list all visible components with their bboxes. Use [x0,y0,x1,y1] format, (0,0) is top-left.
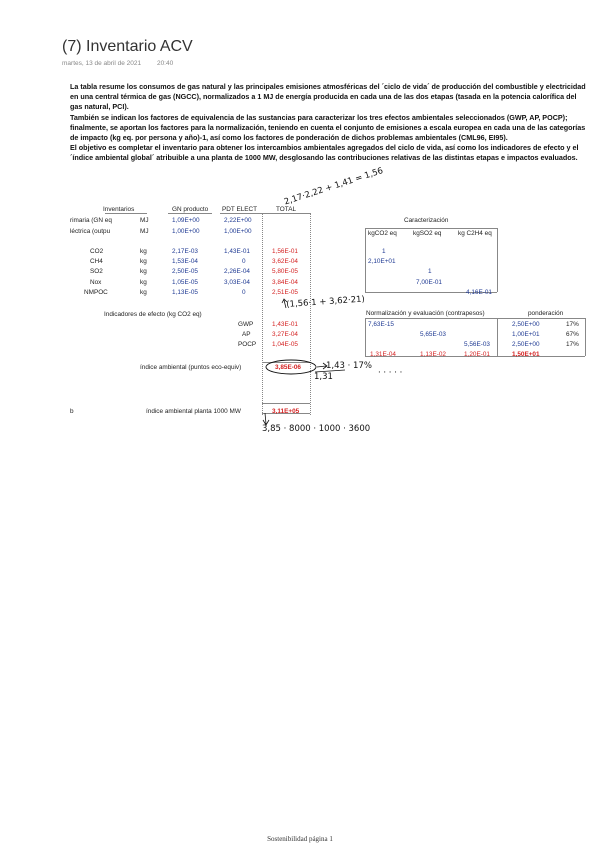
inventory-row-unit: MJ [140,217,149,224]
inventory-row-gn: 2,17E-03 [172,248,198,255]
inventory-row-elec: 2,26E-04 [224,268,250,275]
inventory-row-total: 3,84E-04 [272,279,298,286]
handwritten-sum-gwp: (1,56·1 + 3,62·21) [286,294,366,310]
weighting-title: ponderación [528,310,564,317]
normalization-value: 5,65E-03 [420,331,446,338]
inventory-row-name: CH4 [90,258,103,265]
page-title: (7) Inventario ACV [62,38,193,55]
inventory-row-total: 1,56E-01 [272,248,298,255]
weighting-factor: 2,50E+00 [512,341,540,348]
characterization-header-co2: kgCO2 eq [368,230,397,237]
weighting-factor: 1,00E+01 [512,331,540,338]
normalization-total: 1,31E-04 [370,351,396,358]
global-index-label: índice ambiental (puntos eco-equiv) [140,364,242,371]
inventory-row-elec: 3,03E-04 [224,279,250,286]
weighting-pct: 17% [566,321,579,328]
handwritten-calc-result: 1,31 [314,372,333,382]
handwritten-calc-plant: 3,85 · 8000 · 1000 · 3600 [262,424,371,434]
weighting-pct: 17% [566,341,579,348]
inventory-header-label: Inventarios [103,206,135,213]
characterization-title: Caracterización [404,217,449,224]
characterization-header-so2: kgSO2 eq [413,230,442,237]
handwritten-circle [266,360,316,374]
inventory-row-name: NMPOC [84,289,108,296]
effect-name-pocp: POCP [238,341,257,348]
intro-paragraph-3: El objetivo es completar el inventario para obtener los intercambios ambientales agregados del ciclo de vida, así como los indicadores de efecto y el ´índice ambiental global´ atribuible a una planta de 1000 MW, desglosando las contribuciones relativas de las distintas etapas e impactos evaluados. [70,143,579,163]
inventory-row-elec: 1,00E+00 [224,228,252,235]
effect-name-gwp: GWP [238,321,254,328]
characterization-value: 7,00E-01 [416,279,442,286]
characterization-value: 1 [428,268,432,275]
characterization-value: 1 [382,248,386,255]
inventory-row-gn: 1,09E+00 [172,217,200,224]
inventory-row-unit: kg [140,258,147,265]
intro-paragraph-2: También se indican los factores de equivalencia de las sustancias para caracterizar los tres efectos ambientales seleccionados (GWP, AP, POCP); finalmente, se aportan los factores para la normalización, teniendo en cuenta el conjunto de emisiones a escala europea en cada una de las categorías de impacto (kg eq. por persona y año)-1, así como los factores de ponderación de dichos problemas ambientales (CML96, EI95). [70,112,586,143]
normalization-value: 5,56E-03 [464,341,490,348]
handwritten-sum-co2: 2,17·2,22 + 1,41 = 1,56 [283,166,385,208]
effects-title: Indicadores de efecto (kg CO2 eq) [104,311,202,318]
plant-index-value: 3,11E+05 [272,408,300,415]
inventory-row-unit: kg [140,279,147,286]
inventory-row-gn: 1,13E-05 [172,289,198,296]
inventory-row-name: CO2 [90,248,104,255]
global-index-value: 3,85E-06 [275,364,301,371]
inventory-row-elec: 0 [242,258,246,265]
page-date: martes, 13 de abril de 2021 [62,60,142,67]
effect-value-pocp: 1,04E-05 [272,341,298,348]
weighting-factor: 2,50E+00 [512,321,540,328]
inventory-row-elec: 0 [242,289,246,296]
weighting-pct: 67% [566,331,579,338]
handwritten-arrow-down [263,413,269,425]
handwritten-arrow-right [317,363,327,369]
inventory-row-unit: kg [140,268,147,275]
handwritten-calc-percent: 1,43 · 17% [326,361,372,371]
intro-paragraph-1: La tabla resume los consumos de gas natural y las principales emisiones atmosféricas del ´ciclo de vida´ de producción del combustible y electricidad en una central térmica de gas (NGCC), normalizados a 1 MJ de energía producida en cada una de las dos etapas (tasada en la potencia calorífica del gas natural, PCI). [70,82,586,112]
effect-name-ap: AP [242,331,251,338]
characterization-value: 2,10E+01 [368,258,396,265]
inventory-row-gn: 1,53E-04 [172,258,198,265]
inventory-row-gn: 1,00E+00 [172,228,200,235]
weighting-total: 1,50E+01 [512,351,540,358]
normalization-value: 7,63E-15 [368,321,394,328]
left-marker: b [70,408,74,415]
inventory-row-unit: kg [140,289,147,296]
inventory-row-gn: 1,05E-05 [172,279,198,286]
inventory-row-name: SO2 [90,268,103,275]
handwritten-arrow-up [282,299,287,308]
inventory-header-total: TOTAL [276,206,297,213]
handwritten-dots: · · · · · [378,368,403,378]
inventory-row-elec: 2,22E+00 [224,217,252,224]
inventory-row-total: 5,80E-05 [272,268,298,275]
characterization-header-c2h4: kg C2H4 eq [458,230,492,237]
inventory-row-total: 2,51E-05 [272,289,298,296]
inventory-row-total: 3,62E-04 [272,258,298,265]
inventory-row-name: rimaria (GN eq [70,217,112,224]
handwritten-divider [315,370,345,372]
page-time: 20:40 [156,60,174,67]
normalization-title: Normalización y evaluación (contrapesos) [366,310,485,317]
effect-value-ap: 3,27E-04 [272,331,298,338]
normalization-total: 1,13E-02 [420,351,446,358]
inventory-row-unit: MJ [140,228,149,235]
plant-index-label: índice ambiental planta 1000 MW [146,408,241,415]
page-footer: Sostenibilidad página 1 [267,835,333,843]
inventory-row-name: Nox [90,279,102,286]
inventory-row-gn: 2,50E-05 [172,268,198,275]
characterization-value: 4,16E-01 [466,289,492,296]
effect-value-gwp: 1,43E-01 [272,321,298,328]
inventory-row-name: léctrica (outpu [70,228,111,235]
inventory-header-elec: PDT ELECT [222,206,258,213]
normalization-total: 1,20E-01 [464,351,490,358]
inventory-row-unit: kg [140,248,147,255]
inventory-row-elec: 1,43E-01 [224,248,250,255]
inventory-header-gn: GN producto [172,206,209,213]
